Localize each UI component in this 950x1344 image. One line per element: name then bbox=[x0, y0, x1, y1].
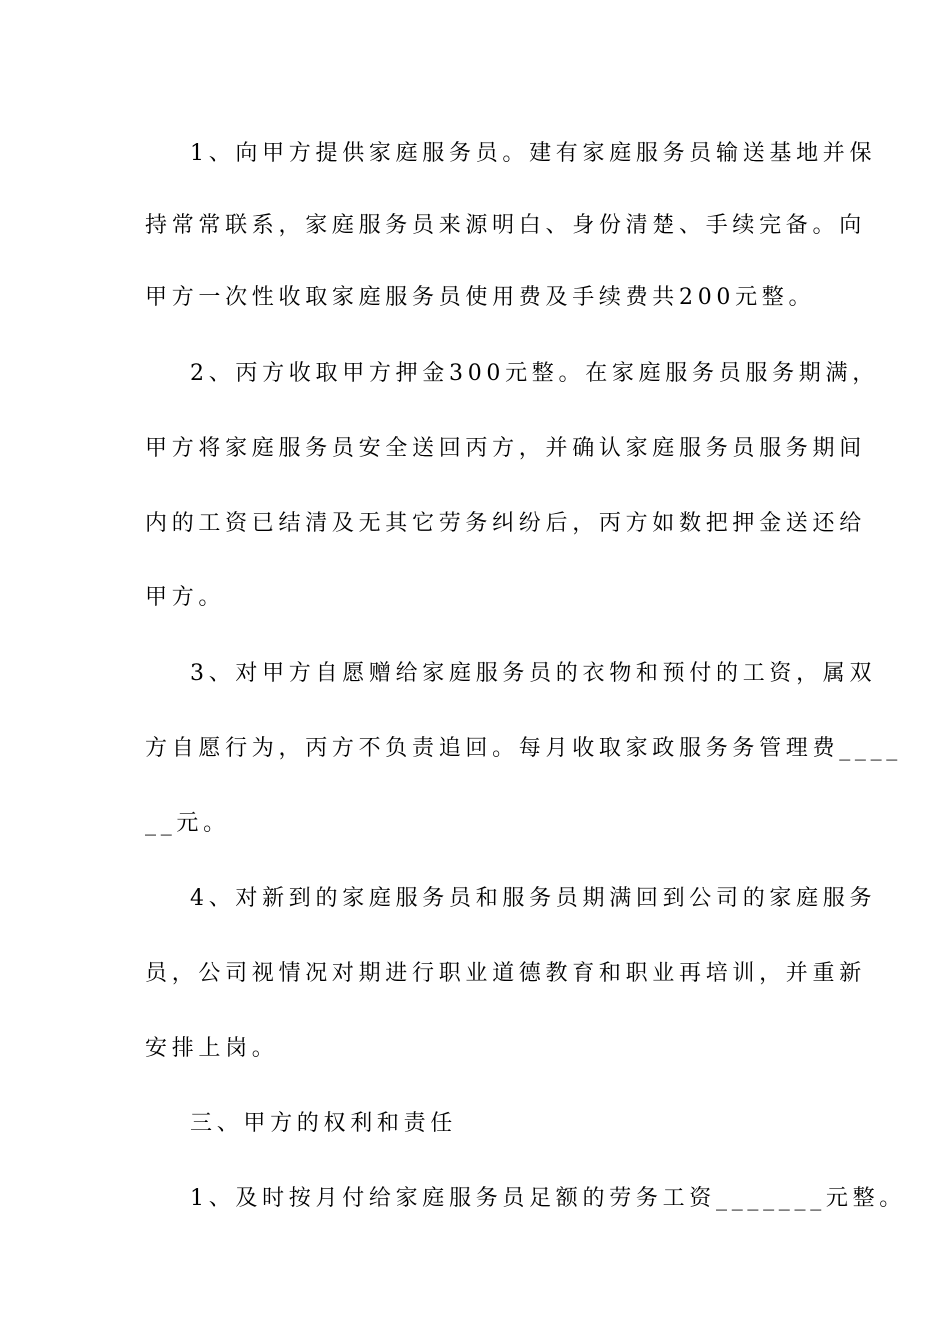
paragraph-line: 安排上岗。 bbox=[145, 1036, 279, 1061]
paragraph-line: 方自愿行为，丙方不负责追回。每月收取家政服务务管理费____ bbox=[145, 736, 903, 761]
section-heading: 三、甲方的权利和责任 bbox=[190, 1111, 458, 1136]
paragraph-line: 员，公司视情况对期进行职业道德教育和职业再培训，并重新 bbox=[145, 961, 866, 986]
paragraph-line: 持常常联系，家庭服务员来源明白、身份清楚、手续完备。向 bbox=[145, 213, 866, 238]
paragraph-line: 甲方一次性收取家庭服务员使用费及手续费共200元整。 bbox=[145, 285, 816, 310]
paragraph-line: 1、及时按月付给家庭服务员足额的劳务工资_______元整。 bbox=[190, 1186, 906, 1211]
paragraph-line: 4、对新到的家庭服务员和服务员期满回到公司的家庭服务 bbox=[190, 886, 877, 911]
paragraph-line: 甲方。 bbox=[145, 585, 226, 610]
paragraph-line: 2、丙方收取甲方押金300元整。在家庭服务员服务期满， bbox=[190, 361, 879, 386]
paragraph-line: 内的工资已结清及无其它劳务纠纷后，丙方如数把押金送还给 bbox=[145, 511, 866, 536]
paragraph-line: 甲方将家庭服务员安全送回丙方，并确认家庭服务员服务期间 bbox=[145, 436, 866, 461]
paragraph-line: 1、向甲方提供家庭服务员。建有家庭服务员输送基地并保 bbox=[190, 141, 877, 166]
paragraph-line: __元。 bbox=[145, 811, 230, 836]
paragraph-line: 3、对甲方自愿赠给家庭服务员的衣物和预付的工资，属双 bbox=[190, 661, 877, 686]
